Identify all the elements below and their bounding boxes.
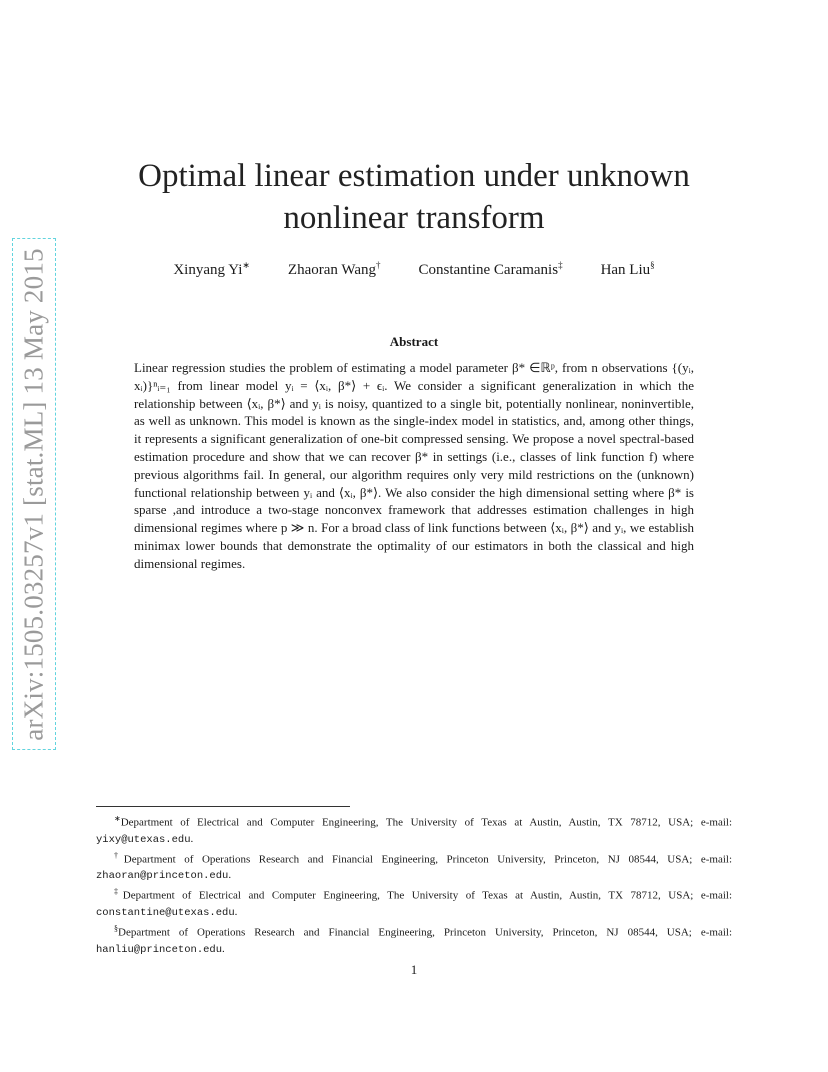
- author: Constantine Caramanis‡: [418, 260, 563, 278]
- author: Han Liu§: [600, 260, 655, 278]
- abstract-heading: Abstract: [389, 334, 439, 349]
- arxiv-side-stamp: [12, 238, 56, 750]
- footnote-rule: [96, 806, 350, 807]
- email-link[interactable]: hanliu@princeton.edu: [96, 943, 223, 956]
- author: Xinyang Yi∗: [173, 260, 250, 278]
- email-link[interactable]: zhaoran@princeton.edu: [96, 870, 229, 883]
- footnotes: [96, 811, 732, 958]
- footnote: §Department of Operations Research and Financial Engineering, Princeton University, Princeton, NJ 08544, USA; e-mail: hanliu@princeton.edu.: [96, 923, 732, 956]
- arxiv-identifier: arXiv:1505.03257v1 [stat.ML] 13 May 2015: [18, 247, 49, 741]
- author: Zhaoran Wang†: [287, 260, 381, 278]
- footnote: †Department of Operations Research and Financial Engineering, Princeton University, Princeton, NJ 08544, USA; e-mail: zhaoran@princeton.edu.: [96, 850, 733, 883]
- author-list: [100, 260, 728, 279]
- footnote: ‡Department of Electrical and Computer Engineering, The University of Texas at Austin, Austin, TX 78712, USA; e-mail: constantine@utexas.edu.: [96, 887, 732, 919]
- footnote: ∗Department of Electrical and Computer Engineering, The University of Texas at Austin, Austin, TX 78712, USA; e-mail: yixy@utexas.edu.: [96, 814, 733, 846]
- abstract-body: Linear regression studies the problem of estimating a model parameter β* ∈ℝᵖ, from n observations {(yᵢ, xᵢ)}ⁿᵢ₌₁ from linear model yᵢ = ⟨xᵢ, β*⟩ + ϵᵢ. We consider a significant generalization in which the relationship between ⟨xᵢ, β*⟩ and yᵢ is noisy, quantized to a single bit, potentially nonlinear, noninvertible, as well as unknown. This model is known as the single-index model in statistics, and, among other things, it represents a significant generalization of one-bit compressed sensing. We propose a novel spectral-based estimation procedure and show that we can recover β* in settings (i.e., classes of link function f) where previous algorithms fail. In general, our algorithm requires only very mild restrictions on the (unknown) functional relationship between yᵢ and ⟨xᵢ, β*⟩. We also consider the high dimensional setting where β* is sparse ,and introduce a two-stage nonconvex framework that addresses estimation challenges in high dimensional regimes where p ≫ n. For a broad class of link functions between ⟨xᵢ, β*⟩ and yᵢ, we establish minimax lower bounds that demonstrate the optimality of our estimators in both the classical and high dimensional regimes.: [134, 360, 694, 571]
- email-link[interactable]: constantine@utexas.edu: [96, 906, 235, 919]
- paper-title: Optimal linear estimation under unknown nonlinear transform: [138, 158, 690, 236]
- page-number: 1: [410, 962, 418, 977]
- email-link[interactable]: yixy@utexas.edu: [96, 833, 191, 846]
